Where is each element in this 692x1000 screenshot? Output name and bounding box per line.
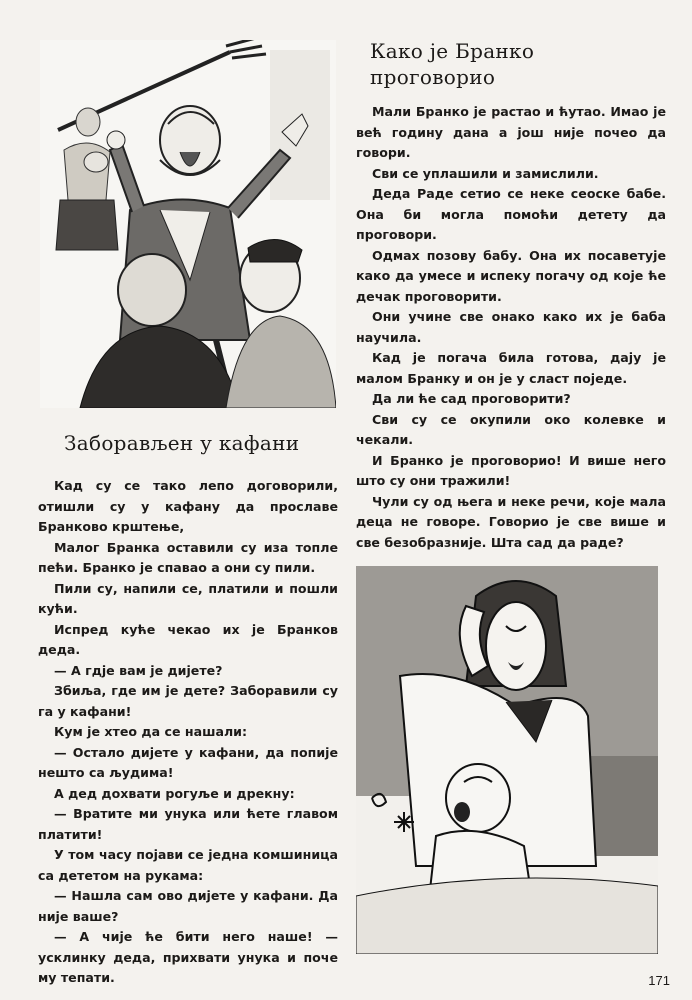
- paragraph: Мали Бранко је растао и ћутао. Имао је већ годину дана а још није почео да говори.: [356, 104, 666, 160]
- paragraph: Збиља, где им је дете? Заборавили су га у кафани!: [38, 683, 338, 719]
- paragraph: У том часу појави се једна комшиница са дететом на рукама:: [38, 847, 338, 883]
- paragraph: — Вратите ми унука или ћете главом платити!: [38, 806, 338, 842]
- paragraph: Кад су се тако лепо договорили, отишли су у кафану да прославе Бранково крштење,: [38, 478, 338, 534]
- paragraph: — Остало дијете у кафани, да попије нешто са људима!: [38, 744, 338, 780]
- paragraph: Деда Раде сетио се неке сеоске бабе. Она би могла помоћи детету да проговори.: [356, 186, 666, 242]
- paragraph: Одмах позову бабу. Она их посаветује како да умесе и испеку погачу од које ће дечак проговорити.: [356, 247, 666, 304]
- story-title-line: Како је Бранко: [370, 39, 535, 63]
- paragraph: Кум је хтео да се нашали:: [54, 724, 248, 739]
- paragraph: Сви су се окупили око колевке и чекали.: [356, 411, 666, 447]
- paragraph: Испред куће чекао их је Бранков деда.: [38, 621, 338, 657]
- paragraph: — Нашла сам ово дијете у кафани. Да није ваше?: [38, 888, 338, 924]
- paragraph: Они учине све онако како их је баба научила.: [356, 309, 666, 345]
- paragraph: Кад је погача била готова, дају је малом Бранку и он је у сласт поједе.: [356, 350, 666, 386]
- story-body-spoke: [356, 102, 666, 553]
- paragraph: — А гдје вам је дијете?: [54, 662, 223, 678]
- paragraph: Пили су, напили се, платили и пошли кући.: [38, 580, 338, 616]
- grandfather-pitchfork-drawing: [40, 40, 336, 408]
- story-title-line: проговорио: [370, 65, 496, 89]
- paragraph: Чули су од њега и неке речи, које мала деца не говоре. Говорио је све више и све безобразније. Шта сад да раде?: [356, 493, 666, 550]
- paragraph: Малог Бранка оставили су иза топле пећи. Бранко је спавао а они су пили.: [38, 539, 338, 575]
- paragraph: — А чије ће бити него наше! — усклинку деда, прихвати унука и поче му тепати.: [38, 929, 338, 985]
- paragraph: Да ли ће сад проговорити?: [372, 391, 571, 406]
- grandfather-pitchfork-illustration: [40, 40, 336, 408]
- paragraph: А дед дохвати рогуље и дрекну:: [54, 785, 295, 801]
- story-body-forgotten: [38, 476, 338, 989]
- story-title-spoke: [370, 38, 666, 90]
- paragraph: Сви се уплашили и замислили.: [372, 165, 599, 181]
- grandmother-child-illustration: [356, 566, 658, 954]
- paragraph: И Бранко је проговорио! И више него што су они тражили!: [356, 452, 666, 488]
- page-number: 171: [648, 973, 670, 988]
- story-title-forgotten: Заборављен у кафани: [64, 431, 300, 455]
- grandmother-child-drawing: [356, 566, 658, 954]
